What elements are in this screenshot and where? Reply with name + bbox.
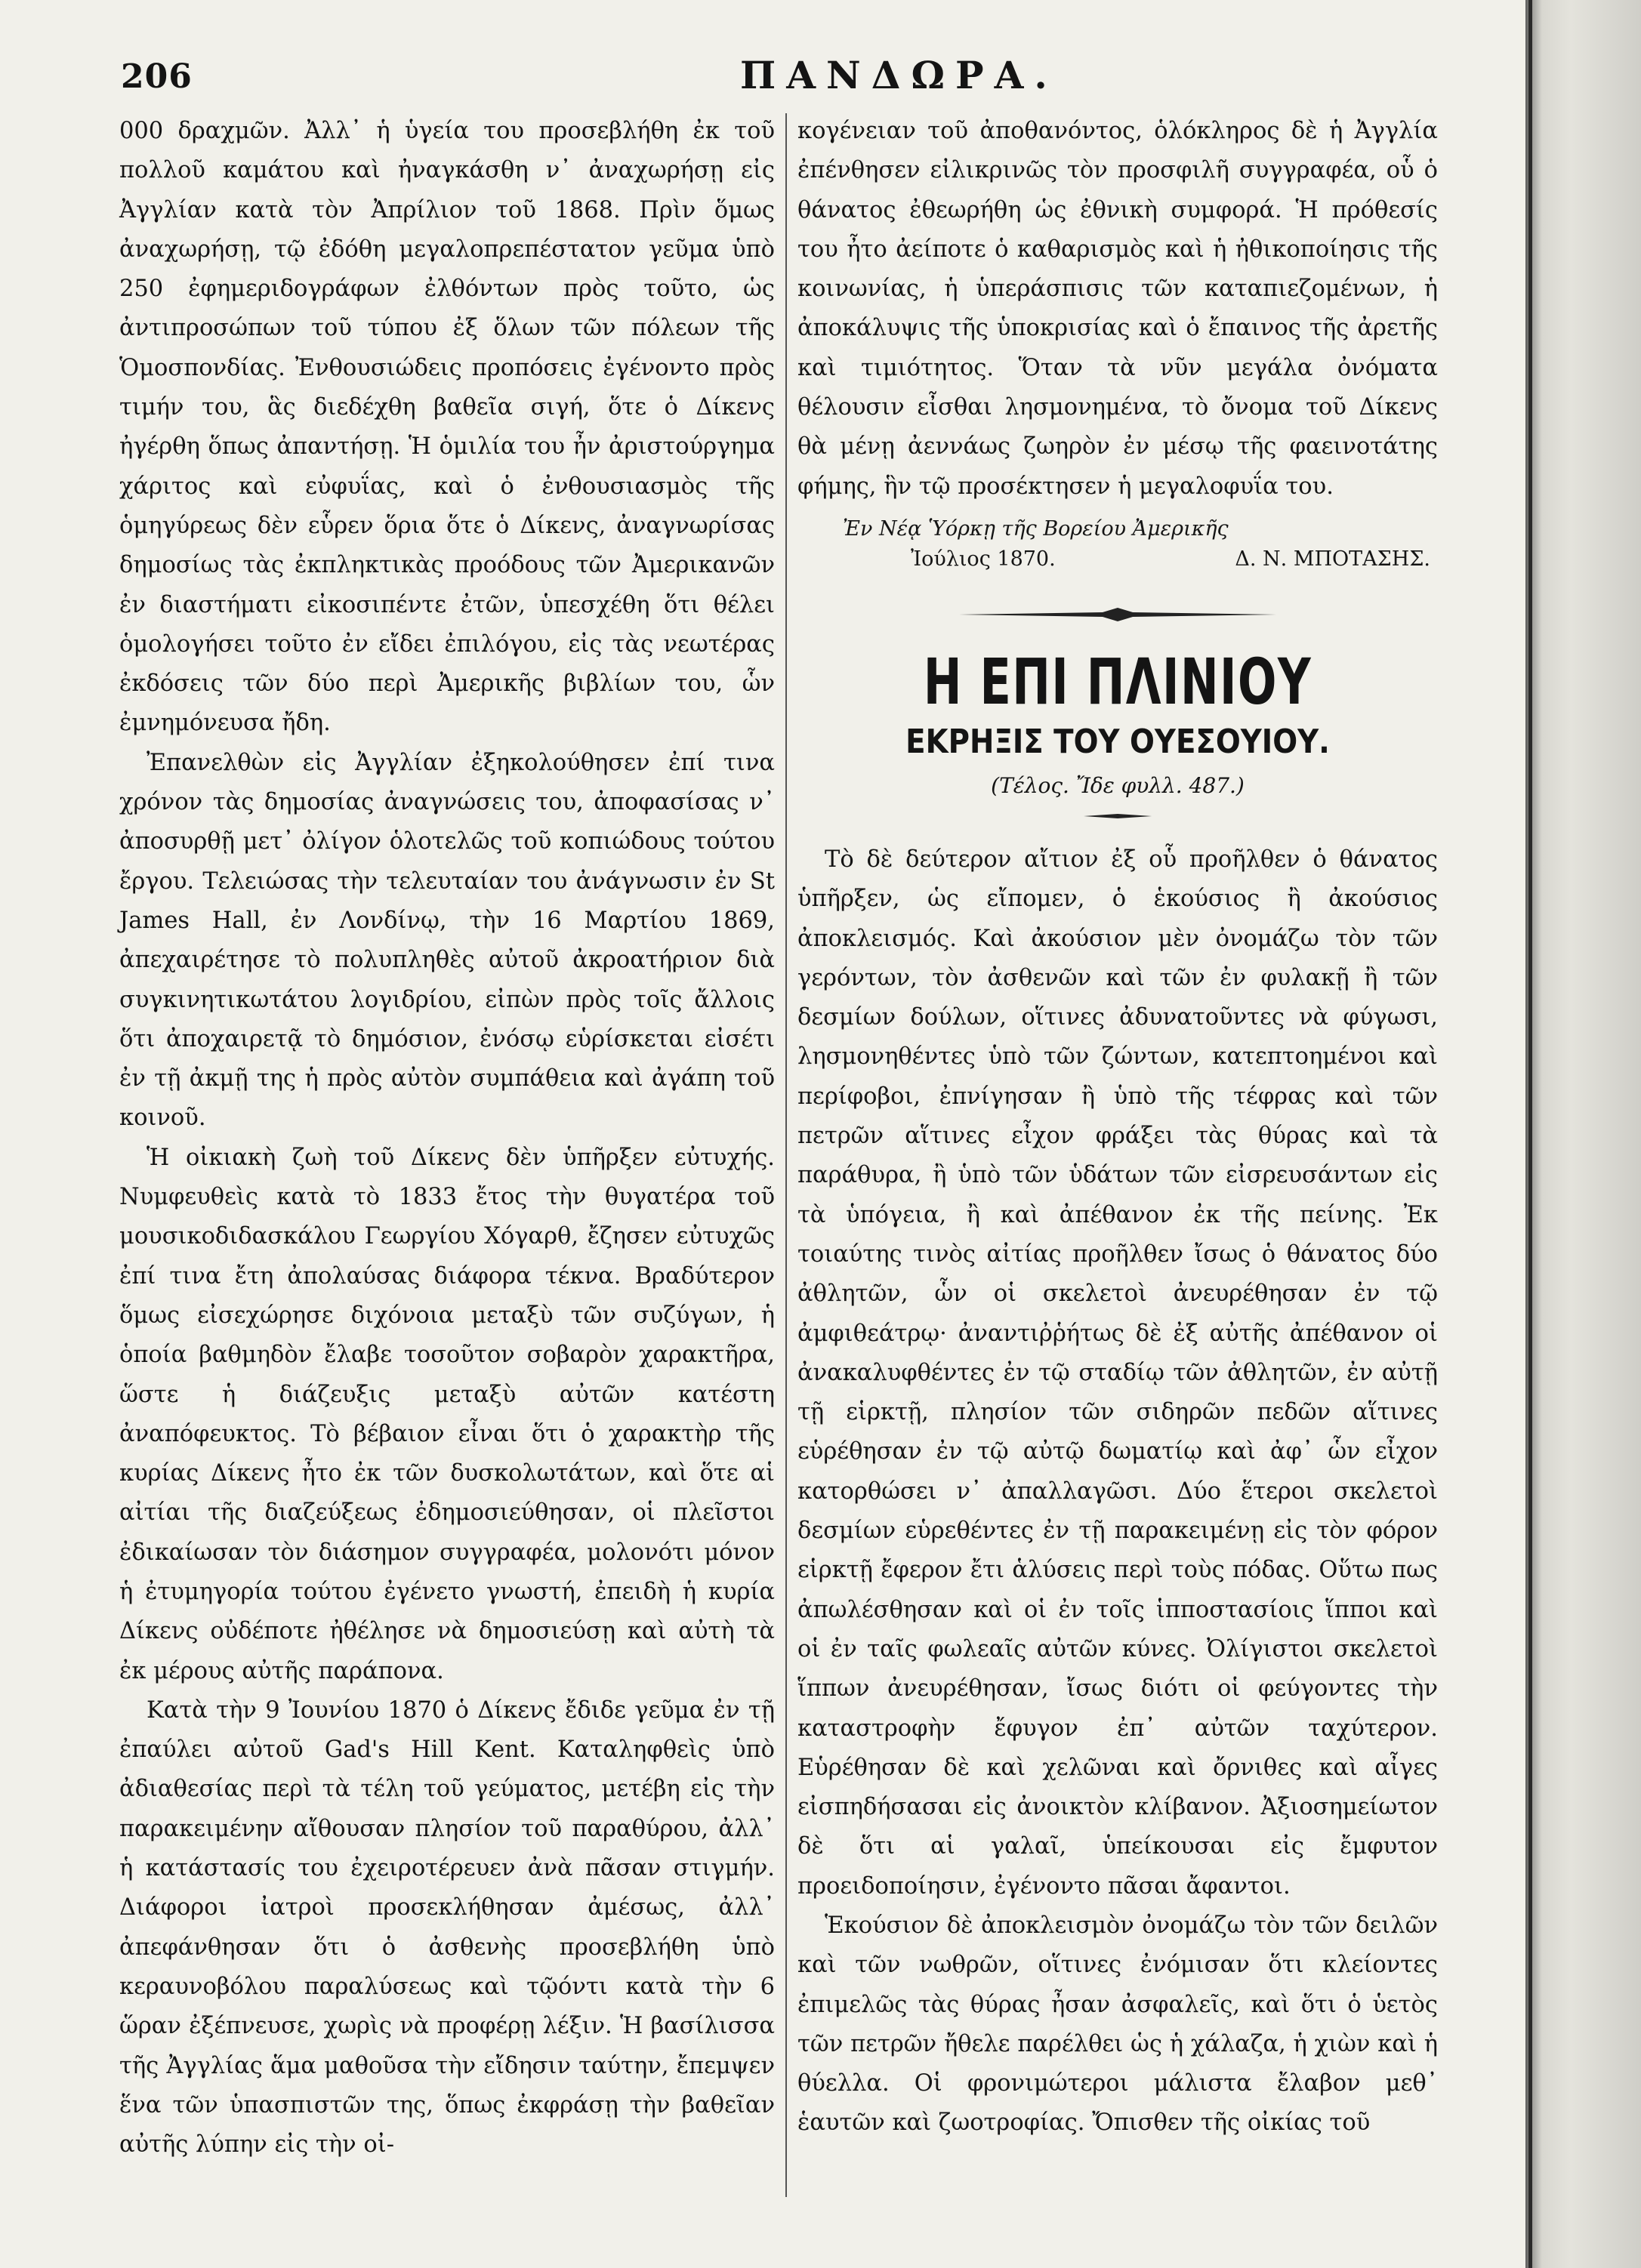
article-subtitle: ΕΚΡΗΞΙΣ ΤΟΥ ΟΥΕΣΟΥΙΟΥ. (905, 722, 1330, 761)
article-note: (Τέλος. Ἴδε φυλλ. 487.) (991, 772, 1245, 798)
gutter-line (1528, 0, 1532, 2268)
column-divider (785, 113, 787, 2197)
paragraph: Ἐπανελθὼν εἰς Ἀγγλίαν ἐξηκολούθησεν ἐπί τινα χρόνον τὰς δημοσίας ἀναγνώσεις του, ἀποφασίσας ν᾽ ἀποσυρθῇ μετ᾽ ὀλίγον ὁλοτελῶς τοῦ κοπιώδους τούτου ἔργου. Τελειώσας τὴν τελευταίαν του ἀνάγνωσιν ἐν St James Hall, ἐν Λονδίνῳ, τὴν 16 Μαρτίου 1869, ἀπεχαιρέτησε τὸ πολυπληθὲς αὐτοῦ ἀκροατήριον διὰ συγκινητικωτάτου λογιδρίου, εἰπὼν πρὸς τοῖς ἄλλοις ὅτι ἀποχαιρετᾷ τὸ δημόσιον, ἐνόσῳ εὑρίσκεται εἰσέτι ἐν τῇ ἀκμῇ της ἡ πρὸς αὐτὸν συμπάθεια καὶ ἀγάπη τοῦ κοινοῦ. (119, 749, 775, 1132)
paragraph: Ἡ οἰκιακὴ ζωὴ τοῦ Δίκενς δὲν ὑπῆρξεν εὐτυχής. Νυμφευθεὶς κατὰ τὸ 1833 ἔτος τὴν θυγατέρα τοῦ μουσικοδιδασκάλου Γεωργίου Χόγαρθ, ἔζησεν εὐτυχῶς ἐπί τινα ἔτη ἀπολαύσας διάφορα τέκνα. Βραδύτερον ὅμως εἰσεχώρησε διχόνοια μεταξὺ τῶν συζύγων, ἡ ὁποία βαθμηδὸν ἔλαβε τοσοῦτον σοβαρὸν χαρακτῆρα, ὥστε ἡ διάζευξις μεταξὺ αὐτῶν κατέστη ἀναπόφευκτος. Τὸ βέβαιον εἶναι ὅτι ὁ χαρακτὴρ τῆς κυρίας Δίκενς ἦτο ἐκ τῶν δυσκολωτάτων, καὶ ὅτε αἱ αἰτίαι τῆς διαζεύξεως ἐδημοσιεύθησαν, οἱ πλεῖστοι ἐδικαίωσαν τὸν διάσημον συγγραφέα, μολονότι μόνον ἡ ἐτυμηγορία τούτου ἐγένετο γνωστή, ἐπειδὴ ἡ κυρία Δίκενς οὐδέποτε ἠθέλησε νὰ δημοσιεύσῃ καὶ αὐτὴ τὰ ἐκ μέρους αὐτῆς παράπονα. (119, 1144, 775, 1684)
ornament-rule-icon (959, 608, 1276, 621)
signature-date: Ἰούλιος 1870. (911, 547, 1056, 571)
left-column (119, 112, 775, 2165)
page-number: 206 (121, 57, 193, 96)
paragraph: κογένειαν τοῦ ἀποθανόντος, ὁλόκληρος δὲ ἡ Ἀγγλία ἐπένθησεν εἰλικρινῶς τὸν προσφιλῆ συγγραφέα, οὗ ὁ θάνατος ἐθεωρήθη ὡς ἐθνικὴ συμφορά. Ἡ πρόθεσίς του ἦτο ἀείποτε ὁ καθαρισμὸς καὶ ἡ ἠθικοποίησις τῆς κοινωνίας, ἡ ὑπεράσπισις τῶν καταπιεζομένων, ἡ ἀποκάλυψις τῆς ὑποκρισίας καὶ ὁ ἔπαινος τῆς ἀρετῆς καὶ τιμιότητος. Ὅταν τὰ νῦν μεγάλα ὀνόματα θέλουσιν εἶσθαι λησμονημένα, τὸ ὄνομα τοῦ Δίκενς θὰ μένῃ ἀεννάως ζωηρὸν ἐν μέσῳ τῆς φαεινοτάτης φήμης, ἣν τῷ προσέκτησεν ἡ μεγαλοφυΐα του. (797, 118, 1438, 500)
signature-block (797, 514, 1438, 575)
paragraph: Κατὰ τὴν 9 Ἰουνίου 1870 ὁ Δίκενς ἔδιδε γεῦμα ἐν τῇ ἐπαύλει αὐτοῦ Gad's Hill Kent. Καταληφθεὶς ὑπὸ ἀδιαθεσίας περὶ τὰ τέλη τοῦ γεύματος, μετέβη εἰς τὴν παρακειμένην αἴθουσαν πλησίον τοῦ παραθύρου, ἀλλ᾽ ἡ κατάστασίς του ἐχειροτέρευεν ἀνὰ πᾶσαν στιγμήν. Διάφοροι ἰατροὶ προσεκλήθησαν ἀμέσως, ἀλλ᾽ ἀπεφάνθησαν ὅτι ὁ ἀσθενὴς προσεβλήθη ὑπὸ κεραυνοβόλου παραλύσεως καὶ τῷόντι κατὰ τὴν 6 ὥραν ἐξέπνευσε, χωρὶς νὰ προφέρῃ λέξιν. Ἡ βασίλισσα τῆς Ἀγγλίας ἅμα μαθοῦσα τὴν εἴδησιν ταύτην, ἔπεμψεν ἕνα τῶν ὑπασπιστῶν της, ὅπως ἐκφράσῃ τὴν βαθεῖαν αὐτῆς λύπην εἰς τὴν οἰ- (119, 1696, 775, 2159)
book-gutter (1525, 0, 1641, 2268)
signature-place: Ἐν Νέᾳ Ὑόρκῃ τῆς Βορείου Ἀμερικῆς (843, 516, 1229, 541)
right-column (797, 112, 1438, 2143)
signature-author: Δ. Ν. ΜΠΟΤΑΣΗΣ. (1235, 547, 1430, 571)
article-title: Η ΕΠΙ ΠΛΙΝΙΟΥ (923, 644, 1312, 719)
paragraph: Τὸ δὲ δεύτερον αἴτιον ἐξ οὗ προῆλθεν ὁ θάνατος ὑπῆρξεν, ὡς εἴπομεν, ὁ ἑκούσιος ἢ ἀκούσιος ἀποκλεισμός. Καὶ ἀκούσιον μὲν ὀνομάζω τὸν τῶν γερόντων, τὸν ἀσθενῶν καὶ τῶν ἐν φυλακῇ ἢ τῶν δεσμίων δούλων, οἵτινες ἀδυνατοῦντες νὰ φύγωσι, λησμονηθέντες ὑπὸ τῶν ζώντων, κατεπτοημένοι καὶ περίφοβοι, ἐπνίγησαν ἢ ὑπὸ τῆς τέφρας καὶ τῶν πετρῶν αἵτινες εἶχον φράξει τὰς θύρας καὶ τὰ παράθυρα, ἢ ὑπὸ τῶν ὑδάτων τῶν εἰσρευσάντων εἰς τὰ ὑπόγεια, ἢ καὶ ἀπέθανον ἐκ τῆς πείνης. Ἐκ τοιαύτης τινὸς αἰτίας προῆλθεν ἴσως ὁ θάνατος δύο ἀθλητῶν, ὧν οἱ σκελετοὶ ἀνευρέθησαν ἐν τῷ ἀμφιθεάτρῳ· ἀναντιῤῥήτως δὲ ἐξ αὐτῆς ἀπέθανον οἱ ἀνακαλυφθέντες ἐν τῷ σταδίῳ τῶν ἀθλητῶν, ἐν αὐτῇ τῇ εἱρκτῇ, πλησίον τῶν σιδηρῶν πεδῶν αἵτινες εὑρέθησαν ἐν τῷ αὐτῷ δωματίῳ καὶ ἀφ᾽ ὧν εἶχον κατορθώσει ν᾽ ἀπαλλαγῶσι. Δύο ἕτεροι σκελετοὶ δεσμίων εὑρεθέντες ἐν τῇ παρακειμένῃ εἰς τὸν φόρον εἱρκτῇ ἔφερον ἔτι ἁλύσεις περὶ τοὺς πόδας. Οὕτω πως ἀπωλέσθησαν καὶ οἱ ἐν τοῖς ἱπποστασίοις ἵπποι καὶ οἱ ἐν ταῖς φωλεαῖς αὐτῶν κύνες. Ὀλίγιστοι σκελετοὶ ἵππων ἀνευρέθησαν, ἴσως διότι οἱ φεύγοντες τὴν καταστροφὴν ἔφυγον ἐπ᾽ αὐτῶν ταχύτερον. Εὑρέθησαν δὲ καὶ χελῶναι καὶ ὄρνιθες καὶ αἶγες εἰσπηδήσασαι εἰς ἀνοικτὸν κλίβανον. Ἀξιοσημείωτον δὲ ὅτι αἱ γαλαῖ, ὑπείκουσαι εἰς ἔμφυτον προειδοποίησιν, ἐγένοντο πᾶσαι ἄφαντοι. (797, 846, 1438, 1900)
paragraph: 000 δραχμῶν. Ἀλλ᾽ ἡ ὑγεία του προσεβλήθη ἐκ τοῦ πολλοῦ καμάτου καὶ ἠναγκάσθη ν᾽ ἀναχωρήσῃ εἰς Ἀγγλίαν κατὰ τὸν Ἀπρίλιον τοῦ 1868. Πρὶν ὅμως ἀναχωρήσῃ, τῷ ἐδόθη μεγαλοπρεπέστατον γεῦμα ὑπὸ 250 ἐφημεριδογράφων ἐλθόντων πρὸς τοῦτο, ὡς ἀντιπροσώπων τοῦ τύπου ἐξ ὅλων τῶν πόλεων τῆς Ὁμοσπονδίας. Ἐνθουσιώδεις προπόσεις ἐγένοντο πρὸς τιμήν του, ἃς διεδέχθη βαθεῖα σιγή, ὅτε ὁ Δίκενς ἠγέρθη ὅπως ἀπαντήσῃ. Ἡ ὁμιλία του ἦν ἀριστούργημα χάριτος καὶ εὐφυΐας, καὶ ὁ ἐνθουσιασμὸς τῆς ὁμηγύρεως δὲν εὗρεν ὅρια ὅτε ὁ Δίκενς, ἀναγνωρίσας δημοσίως τὰς ἐκπληκτικὰς προόδους τῶν Ἀμερικανῶν ἐν διαστήματι εἰκοσιπέντε ἐτῶν, ὑπεσχέθη ὅτι θέλει ὁμολογήσει τοῦτο ἐν εἴδει ἐπιλόγου, εἰς τὰς νεωτέρας ἐκδόσεις τῶν δύο περὶ Ἀμερικῆς βιβλίων του, ὧν ἐμνημόνευσα ἤδη. (119, 118, 775, 737)
short-rule-icon (1084, 813, 1152, 819)
ornamental-divider (797, 608, 1438, 621)
running-title: ΠΑΝΔΩΡΑ. (740, 53, 1058, 97)
short-rule (797, 813, 1438, 819)
paragraph: Ἑκούσιον δὲ ἀποκλεισμὸν ὀνομάζω τὸν τῶν δειλῶν καὶ τῶν νωθρῶν, οἵτινες ἐνόμισαν ὅτι κλείοντες ἐπιμελῶς τὰς θύρας ἦσαν ἀσφαλεῖς, καὶ ὅτι ὁ ὑετὸς τῶν πετρῶν ἤθελε παρέλθει ὡς ἡ χάλαζα, ἡ χιὼν καὶ ἡ θύελλα. Οἱ φρονιμώτεροι μάλιστα ἔλαβον μεθ᾽ ἑαυτῶν καὶ ζωοτροφίας. Ὄπισθεν τῆς οἰκίας τοῦ (797, 1912, 1438, 2137)
page-header (121, 53, 1518, 106)
